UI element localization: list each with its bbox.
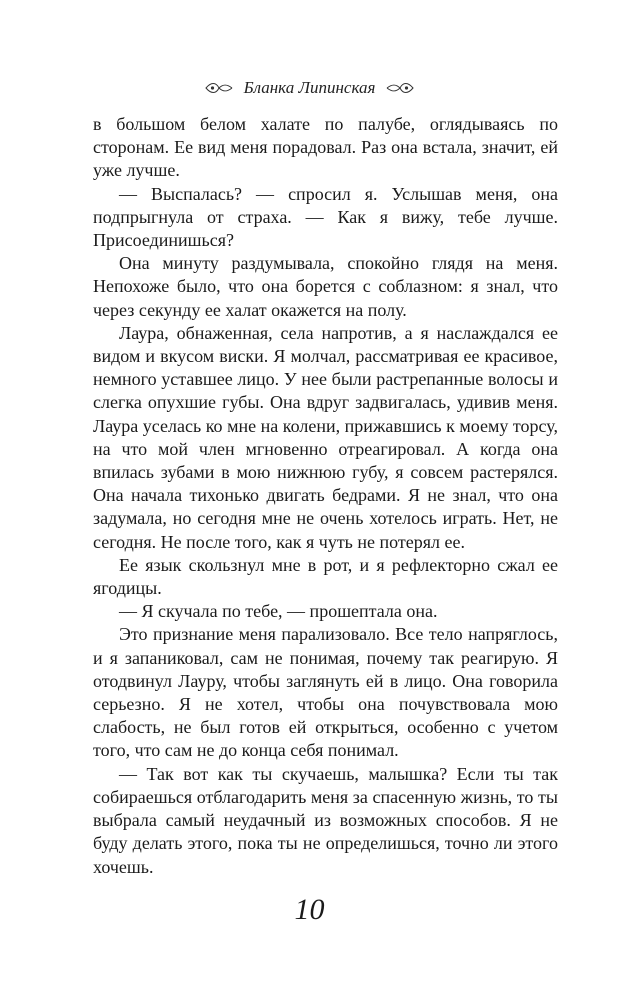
paragraph: Она минуту раздумывала, спокойно глядя на меня. Непохоже было, что она борется с соблазном: я знал, что через секунду ее халат окажется на полу. [93,253,558,320]
fleuron-left-icon [204,81,234,95]
paragraph: в большом белом халате по палубе, оглядываясь по сторонам. Ее вид меня порадовал. Раз она встала, значит, ей уже лучше. [93,114,558,181]
running-title: Бланка Липинская [243,78,376,97]
paragraph: — Выспалась? — спросил я. Услышав меня, она подпрыгнула от страха. — Как я вижу, тебе лучше. Присоединишься? [93,183,558,251]
page-number: 10 [294,893,325,926]
paragraph: Ее язык скользнул мне в рот, и я рефлекторно сжал ее ягодицы. [93,554,558,599]
paragraph: — Я скучала по тебе, — прошептала она. [119,601,438,622]
paragraph: Это признание меня парализовало. Все тело напряглось, и я запаниковал, сам не понимая, почему так реагирую. Я отодвинул Лауру, чтобы заглянуть ей в лицо. Она говорила серьезно. Я не хотел, чтобы она почувствовала мою слабость, не был готов ей открыться, особенно с учетом того, что сам не до конца себя понимал. [93,624,558,761]
running-header [0,78,619,98]
fleuron-right-icon [385,81,415,95]
main-text [93,113,558,879]
paragraph: Лаура, обнаженная, села напротив, а я наслаждался ее видом и вкусом виски. Я молчал, рассматривая ее красивое, немного уставшее лицо. У нее были растрепанные волосы и слегка опухшие губы. Она вдруг задвигалась, удивив меня. Лаура уселась ко мне на колени, прижавшись к моему торсу, на что мой член мгновенно отреагировал. А когда она впилась зубами в мою нижнюю губу, я совсем растерялся. Она начала тихонько двигать бедрами. Я не знал, что она задумала, но сегодня мне не очень хотелось играть. Нет, не сегодня. Не после того, как я чуть не потерял ее. [93,322,558,552]
paragraph: — Так вот как ты скучаешь, малышка? Если ты так собираешься отблагодарить меня за спасенную жизнь, то ты выбрала самый неудачный из возможных способов. Я не буду делать этого, пока ты не определишься, точно ли этого хочешь. [93,763,558,877]
